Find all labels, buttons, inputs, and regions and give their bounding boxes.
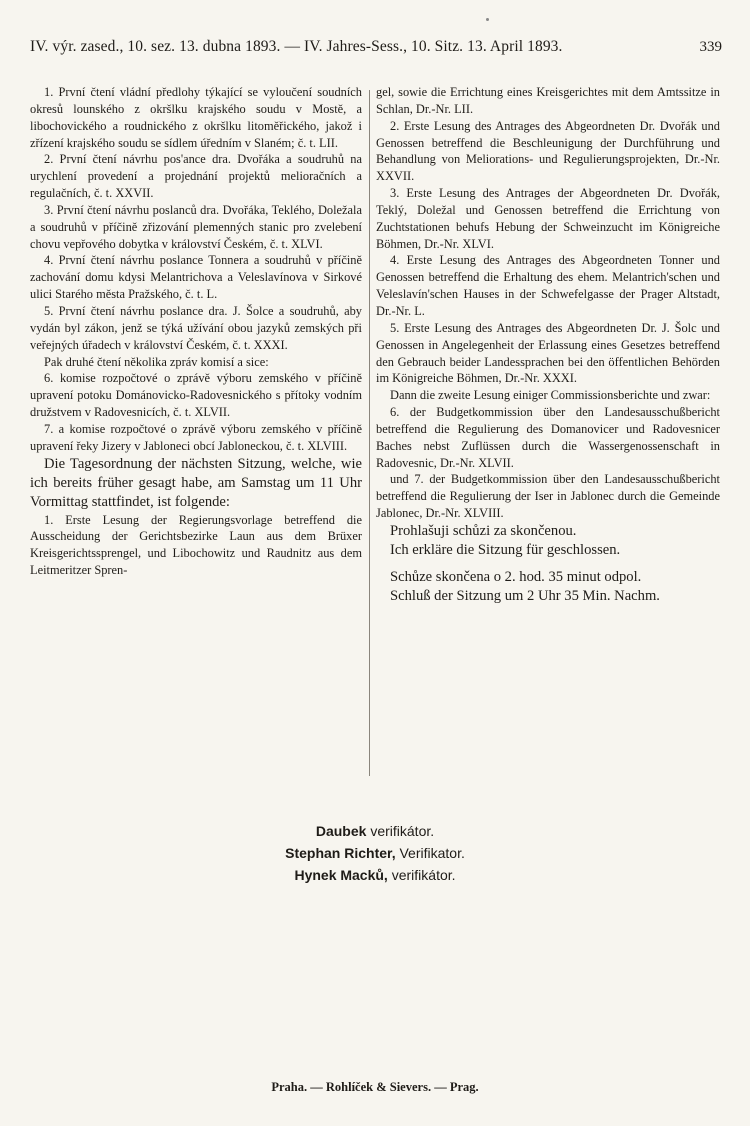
second-reading-intro-de: Dann die zweite Lesung einiger Commissionsberichte und zwar: — [390, 388, 711, 403]
closing-statement-cz: Prohlašuji schůzi za skončenou. — [390, 522, 577, 539]
left-column — [30, 84, 362, 579]
agenda-item-2-cz: 2. První čtení návrhu pos'ance dra. Dvořáka a soudruhů na urychlení provedení a projednání projektů melioračních a regulačních, č. t. XXVII. — [30, 152, 362, 201]
agenda-item-3-de: 3. Erste Lesung des Antrages der Abgeordneten Dr. Dvořák, Teklý, Doležal und Genossen betreffend die Errichtung von Zuchtstationen behufs Hebung der Schweinzucht im Königreiche Böhmen, Dr.-Nr. XLVI. — [376, 186, 720, 251]
two-column-body — [30, 84, 720, 784]
agenda-item-3-cz: 3. První čtení návrhu poslanců dra. Dvořáka, Teklého, Doležala a soudruhů v příčině zřizování plemenných stanic pro zvelebení chovu vepřového dobytka v království Českém, č. t. XLVI. — [30, 202, 362, 251]
verifier-signatures — [0, 820, 750, 886]
agenda-item-6-de: 6. der Budgetkommission über den Landesausschußbericht betreffend die Regulierung des Domanovicer und Radovesnicer Baches nebst Zuflüssen durch die Wassergenossenschaft in Radovesnic, Dr.-Nr. XLVII. — [376, 405, 720, 470]
printer-imprint: Praha. — Rohlíček & Sievers. — Prag. — [271, 1080, 479, 1094]
agenda-item-7-de: und 7. der Budgetkommission über den Landesausschußbericht betreffend die Regulierung der Iser in Jablonec durch die Gemeinde Jablonec, Dr.-Nr. XLVIII. — [376, 472, 720, 521]
verifier-role: verifikátor. — [391, 867, 456, 883]
agenda-item-4-de: 4. Erste Lesung des Antrages des Abgeordneten Tonner und Genossen betreffend die Erhaltung des ehem. Melantrich'schen und Veleslavín'schen Hauses in der Schwefelgasse der Prager Altstadt, Dr.-Nr. L. — [376, 253, 720, 318]
header-text: IV. výr. zased., 10. sez. 13. dubna 1893. — IV. Jahres-Sess., 10. Sitz. 13. April 1893. — [30, 38, 563, 55]
second-reading-intro-cz: Pak druhé čtení několika zpráv komisí a sice: — [44, 354, 269, 369]
agenda-item-5-cz: 5. První čtení návrhu poslance dra. J. Šolce a soudruhů, aby vydán byl zákon, jenž se týká užívání obou jazyků zemských při veřejných úřadech v království Českém, č. t. XXXI. — [30, 303, 362, 352]
verifier-line — [0, 820, 750, 842]
closing-statement-de: Ich erkläre die Sitzung für geschlossen. — [390, 541, 621, 558]
agenda-item-7-cz: 7. a komise rozpočtové o zprávě výboru zemského v příčině upravení řeky Jizery v Jabloneci obcí Jabloneckou, č. t. XLVIII. — [30, 421, 362, 453]
agenda-item-1-de-continued: gel, sowie die Errichtung eines Kreisgerichtes mit dem Amtssitze in Schlan, Dr.-Nr. LII. — [376, 85, 720, 116]
agenda-item-1-de: 1. Erste Lesung der Regierungsvorlage betreffend die Ausscheidung der Gerichtsbezirke Laun aus dem Brüxer Kreisgerichtssprengel, und Libochowitz und Raudnitz aus dem Leitmeritzer Spren- — [30, 512, 362, 578]
agenda-item-1-cz: 1. První čtení vládní předlohy týkající se vyloučení soudních okresů lounského z okršlku krajského soudu v Mostě, a libochovického a roudnického z okršlku litoměřického, jakož i zřízení krajského soudu se sídlem úředním v Slaném; č. t. LII. — [30, 85, 362, 150]
ink-speck — [486, 18, 489, 21]
agenda-intro-de: Die Tagesordnung der nächsten Sitzung, welche, wie ich bereits früher gesagt habe, am Samstag um 11 Uhr Vormittag stattfindet, ist folgende: — [30, 455, 362, 510]
session-end-time-de: Schluß der Sitzung um 2 Uhr 35 Min. Nachm. — [390, 587, 660, 604]
verifier-role: Verifikator. — [399, 845, 465, 861]
right-column — [376, 84, 720, 606]
agenda-item-5-de: 5. Erste Lesung des Antrages des Abgeordneten Dr. J. Šolc und Genossen in Angelegenheit der Erlassung eines Gesetzes betreffend den Gebrauch beider Landessprachen bei den öffentlichen Behörden im Königreiche Böhmen, Dr.-Nr. XXXI. — [376, 320, 720, 386]
verifier-line — [0, 864, 750, 886]
verifier-name: Hynek Macků, — [294, 867, 388, 883]
agenda-item-6-cz: 6. komise rozpočtové o zprávě výboru zemského v příčině upravení potoku Dománovicko-Radovesnického s přítoky vodním družstvem v Radovesnicích, č. t. XLVII. — [30, 371, 362, 420]
verifier-line — [0, 842, 750, 864]
agenda-item-2-de: 2. Erste Lesung des Antrages des Abgeordneten Dr. Dvořák und Genossen betreffend die Beschleunigung der Durchführung und Behandlung von Meliorations- und Regulierungsprojekten, Dr.-Nr. XXVII. — [376, 118, 720, 184]
page-number: 339 — [699, 39, 722, 55]
agenda-item-4-cz: 4. První čtení návrhu poslance Tonnera a soudruhů v příčině zachování domu kdysi Melantrichova a Veleslavínova v Sirkové ulici Starého města Pražského, č. t. L. — [30, 253, 362, 302]
session-end-time-cz: Schůze skončena o 2. hod. 35 minut odpol. — [390, 568, 642, 585]
running-header — [30, 38, 722, 56]
column-divider — [369, 90, 370, 776]
verifier-name: Daubek — [315, 823, 367, 839]
verifier-name: Stephan Richter, — [285, 845, 396, 861]
verifier-role: verifikátor. — [370, 823, 435, 839]
